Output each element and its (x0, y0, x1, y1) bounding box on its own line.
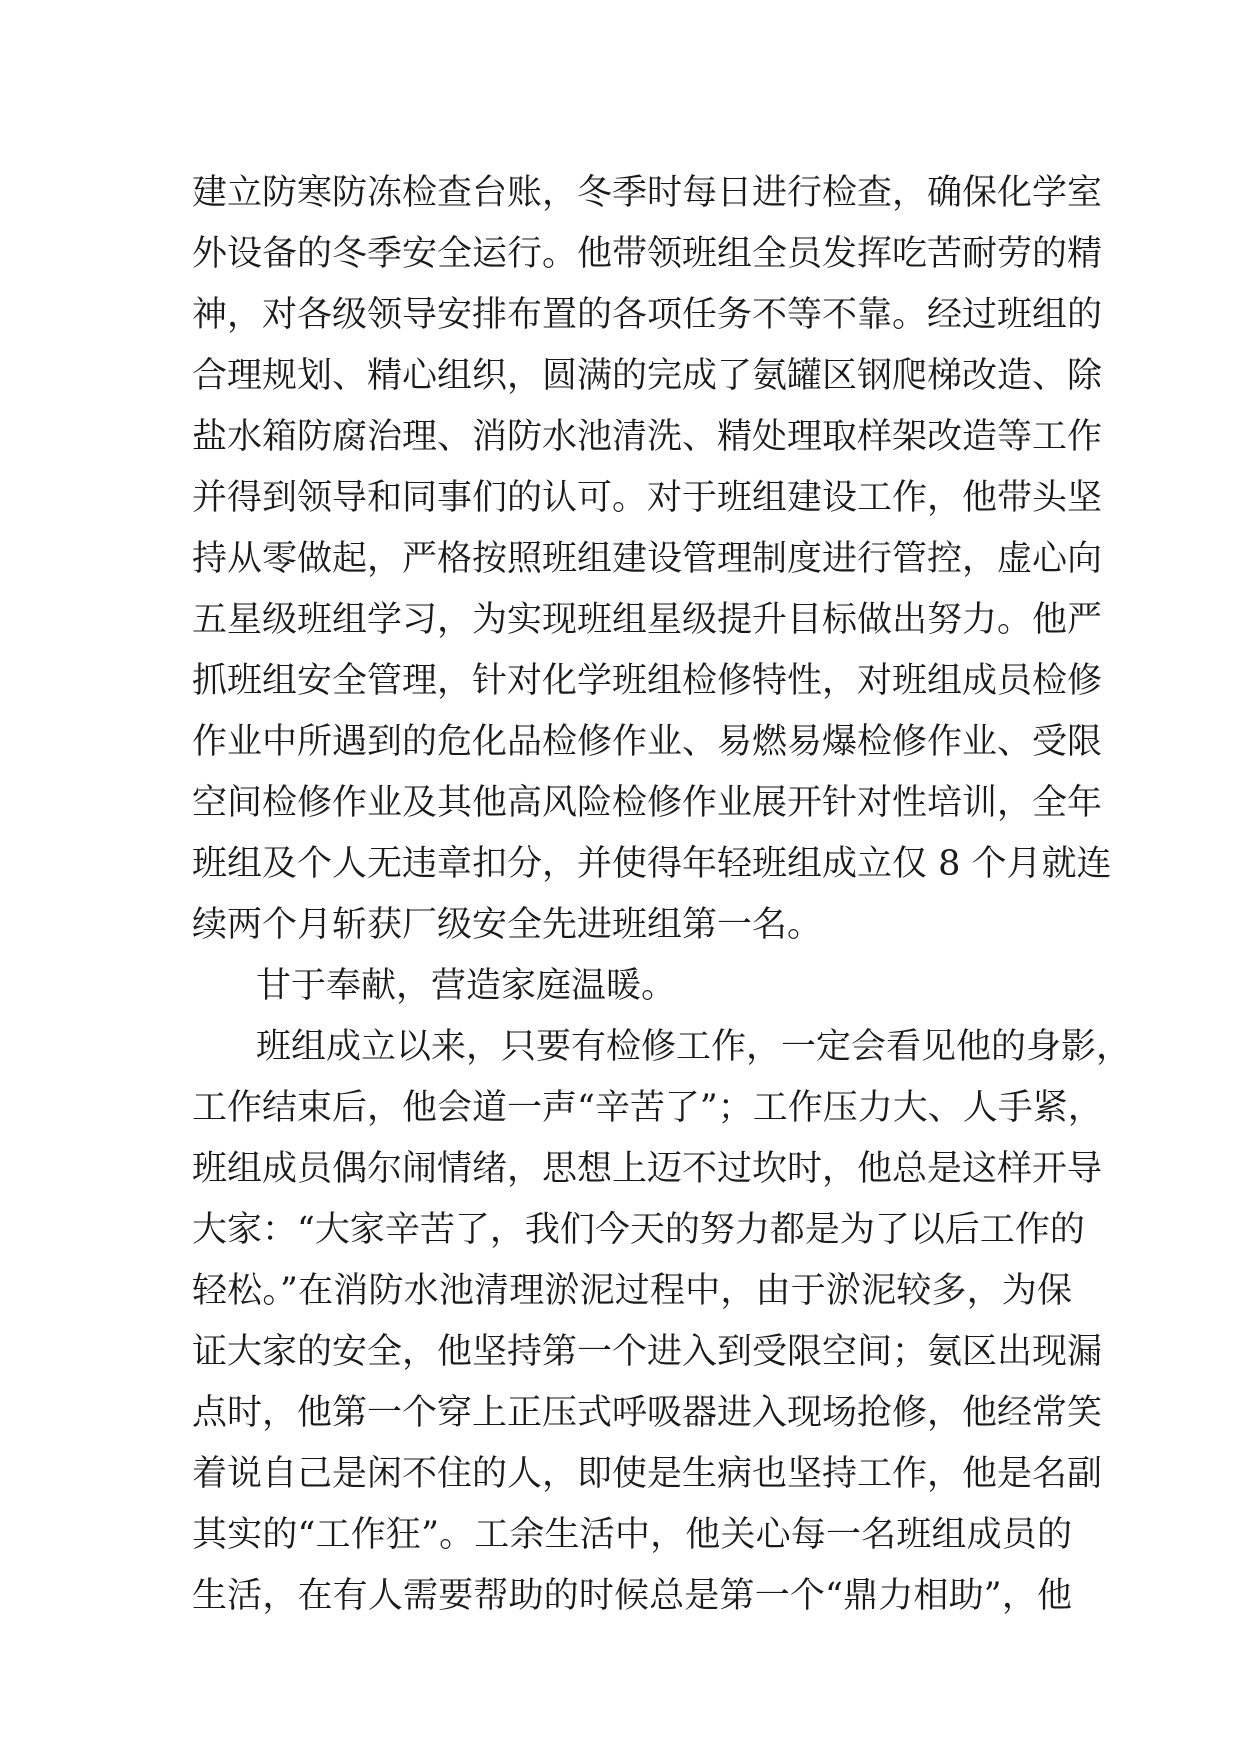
document-body (192, 163, 1132, 1627)
text-line: 神，对各级领导安排布置的各项任务不等不靠。经过班组的 (192, 295, 1103, 335)
text-line: 轻松。”在消防水池清理淤泥过程中，由于淤泥较多，为保 (192, 1271, 1072, 1311)
text-line: 合理规划、精心组织，圆满的完成了氨罐区钢爬梯改造、除 (192, 356, 1103, 396)
paragraph-1 (192, 163, 1112, 956)
text-line: 大家：“大家辛苦了，我们今天的努力都是为了以后工作的 (192, 1210, 1085, 1250)
text-line: 建立防寒防冻检查台账，冬季时每日进行检查，确保化学室 (192, 173, 1103, 213)
text-line: 证大家的安全，他坚持第一个进入到受限空间；氨区出现漏 (192, 1332, 1103, 1372)
text-line: 着说自己是闲不住的人，即使是生病也坚持工作，他是名副 (192, 1454, 1103, 1494)
text-line: 持从零做起，严格按照班组建设管理制度进行管控，虚心向 (192, 539, 1103, 579)
text-line: 工作结束后，他会道一声“辛苦了”；工作压力大、人手紧， (192, 1088, 1103, 1128)
text-line: 盐水箱防腐治理、消防水池清洗、精处理取样架改造等工作 (192, 417, 1103, 457)
text-line: 空间检修作业及其他高风险检修作业展开针对性培训，全年 (192, 783, 1103, 823)
text-line: 抓班组安全管理，针对化学班组检修特性，对班组成员检修 (192, 661, 1103, 701)
text-line: 外设备的冬季安全运行。他带领班组全员发挥吃苦耐劳的精 (192, 234, 1103, 274)
text-line: 点时，他第一个穿上正压式呼吸器进入现场抢修，他经常笑 (192, 1393, 1103, 1433)
text-line: 作业中所遇到的危化品检修作业、易燃易爆检修作业、受限 (192, 722, 1103, 762)
section-heading: 甘于奉献，营造家庭温暖。 (256, 966, 677, 1006)
paragraph-2 (192, 1017, 1132, 1627)
text-line: 班组成立以来，只要有检修工作，一定会看见他的身影， (256, 1027, 1132, 1067)
text-line: 并得到领导和同事们的认可。对于班组建设工作，他带头坚 (192, 478, 1103, 518)
text-line: 班组成员偶尔闹情绪，思想上迈不过坎时，他总是这样开导 (192, 1149, 1103, 1189)
text-line: 其实的“工作狂”。工余生活中，他关心每一名班组成员的 (192, 1515, 1072, 1555)
text-line: 五星级班组学习，为实现班组星级提升目标做出努力。他严 (192, 600, 1103, 640)
text-line: 生活，在有人需要帮助的时候总是第一个“鼎力相助”，他 (192, 1576, 1072, 1616)
text-line: 班组及个人无违章扣分，并使得年轻班组成立仅 8 个月就连 (192, 844, 1112, 884)
text-line: 续两个月斩获厂级安全先进班组第一名。 (192, 905, 823, 945)
